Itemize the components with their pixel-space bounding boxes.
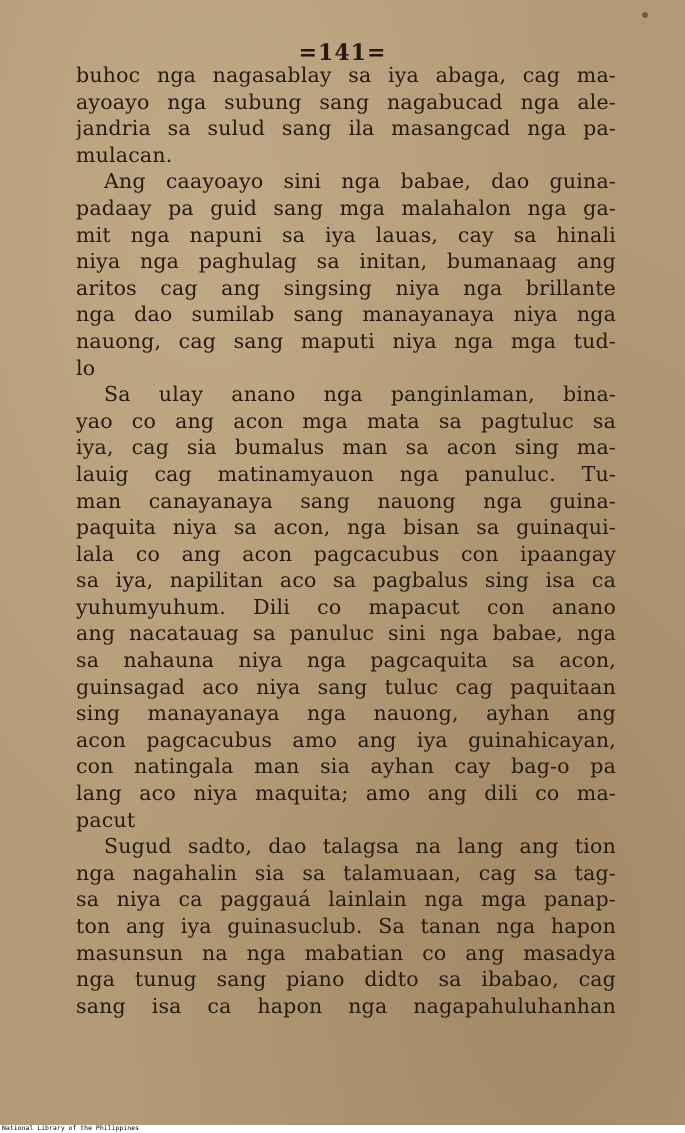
text-line: lauig cag matinamyauon nga panuluc. Tu- — [76, 461, 616, 486]
text-line: jandria sa sulud sang ila masangcad nga pa- — [76, 116, 616, 141]
text-line: yuhumyuhum. Dili co mapacut con anano — [76, 594, 616, 619]
text-line: iya, cag sia bumalus man sa acon sing ma- — [76, 435, 616, 460]
text-line: guinsagad aco niya sang tuluc cag paquitaan — [76, 674, 616, 699]
text-line: man canayanaya sang nauong nga guina- — [76, 488, 616, 513]
text-line: buhoc nga nagasablay sa iya abaga, cag ma- — [76, 63, 616, 87]
body-text — [76, 62, 616, 1019]
text-line: aritos cag ang singsing niya nga brillante — [76, 275, 616, 300]
text-line: sa iya, napilitan aco sa pagbalus sing isa ca — [76, 568, 616, 593]
text-line: mulacan. — [76, 142, 173, 167]
text-line: sang isa ca hapon nga nagapahuluhanhan — [76, 993, 616, 1018]
text-line: Sa ulay anano nga panginlaman, bina- — [104, 382, 616, 407]
text-line: lala co ang acon pagcacubus con ipaangay — [76, 541, 616, 566]
text-line: yao co ang acon mga mata sa pagtuluc sa — [76, 408, 616, 433]
text-line: sa niya ca paggauá lainlain nga mga panap- — [76, 887, 616, 912]
text-line: padaay pa guid sang mga malahalon nga ga- — [76, 195, 616, 220]
text-line: paquita niya sa acon, nga bisan sa guinaqui- — [76, 515, 616, 540]
text-line: masunsun na nga mabatian co ang masadya — [76, 940, 616, 965]
text-line: nga tunug sang piano didto sa ibabao, cag — [76, 967, 616, 992]
text-line: nga dao sumilab sang manayanaya niya nga — [76, 302, 616, 327]
text-line: Sugud sadto, dao talagsa na lang ang tion — [104, 834, 616, 859]
text-line: acon pagcacubus amo ang iya guinahicayan, — [76, 727, 616, 752]
text-line: lo — [76, 355, 96, 380]
text-line: ton ang iya guinasuclub. Sa tanan nga hapon — [76, 914, 616, 938]
text-line: sa nahauna niya nga pagcaquita sa acon, — [76, 648, 616, 673]
text-line: niya nga paghulag sa initan, bumanaag ang — [76, 249, 616, 274]
paper-speck — [642, 12, 648, 18]
text-line: pacut — [76, 807, 136, 832]
page-number: =141= — [298, 40, 387, 66]
text-line: ayoayo nga subung sang nagabucad nga ale- — [76, 89, 616, 114]
text-line: nga nagahalin sia sa talamuaan, cag sa tag- — [76, 860, 616, 885]
text-line: con natingala man sia ayhan cay bag-o pa — [76, 754, 616, 779]
text-line: nauong, cag sang maputi niya nga mga tud- — [76, 328, 616, 353]
text-line: ang nacatauag sa panuluc sini nga babae, nga — [76, 621, 616, 646]
text-line: mit nga napuni sa iya lauas, cay sa hinali — [76, 222, 616, 247]
library-credit: National Library of the Philippines — [2, 1124, 139, 1132]
text-line: sing manayanaya nga nauong, ayhan ang — [76, 701, 616, 726]
text-line: lang aco niya maquita; amo ang dili co ma- — [76, 781, 616, 806]
text-line: Ang caayoayo sini nga babae, dao guina- — [104, 169, 616, 194]
